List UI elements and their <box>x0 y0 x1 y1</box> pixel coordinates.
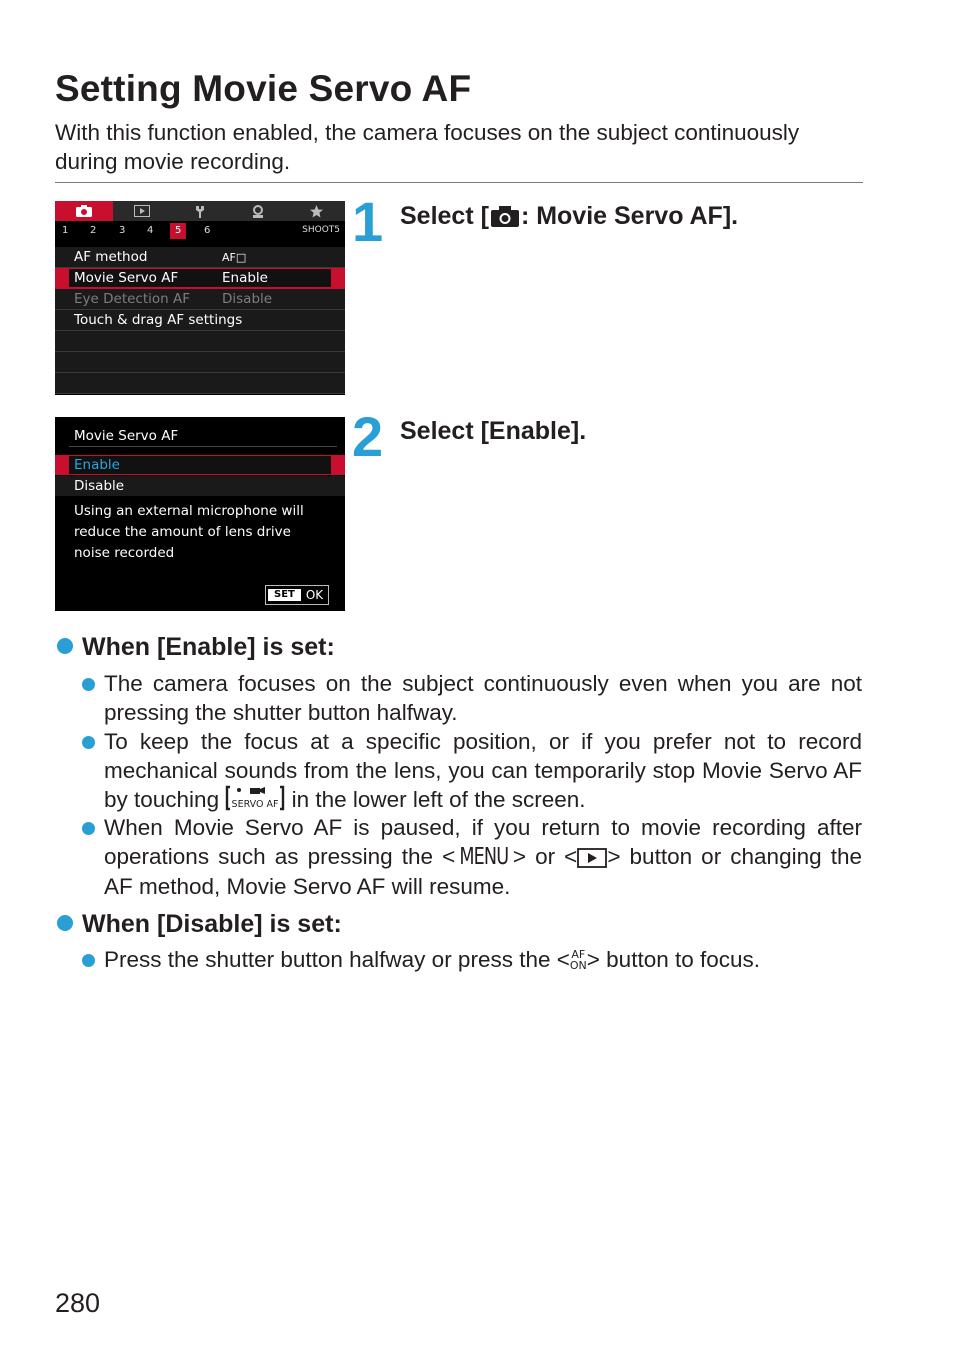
disable-bullet-1: Press the shutter button halfway or press the < AF ON> button to focus. <box>104 945 862 974</box>
mode-label: SHOOT5 <box>302 225 340 235</box>
set-key: SET <box>268 589 301 601</box>
step-1-prefix: Select [ <box>400 202 489 230</box>
enable-heading-text: When [Enable] is set: <box>82 633 335 661</box>
subtab-2[interactable]: 2 <box>90 225 97 236</box>
menu-row-empty <box>55 331 345 352</box>
tab-custom[interactable] <box>229 201 287 221</box>
divider <box>69 446 337 447</box>
subtab-4[interactable]: 4 <box>147 225 154 236</box>
option-label: Disable <box>74 478 125 494</box>
step-number-1: 1 <box>352 190 381 253</box>
bullet-icon <box>82 736 95 749</box>
screen-title: Movie Servo AF <box>74 428 179 444</box>
enable-bullet-1: The camera focuses on the subject continuously even when you are not pressing the shutter button halfway. <box>104 669 862 727</box>
wrench-icon <box>194 205 206 218</box>
menu-row-touch-drag[interactable] <box>55 310 345 331</box>
movie-servo-af-touch-icon <box>225 785 285 811</box>
subtab-3[interactable]: 3 <box>119 225 126 236</box>
step-number-2: 2 <box>352 405 381 468</box>
settings-person-icon <box>251 205 265 218</box>
menu-row-value: Disable <box>222 291 273 307</box>
menu-button-icon: MENU <box>459 844 509 870</box>
menu-row-value: AF□ <box>222 251 247 264</box>
menu-row-value: Enable <box>222 270 268 286</box>
subtab-1[interactable]: 1 <box>62 225 69 236</box>
menu-row-label: AF method <box>74 249 148 265</box>
disable-section-heading <box>57 910 342 939</box>
option-enable[interactable] <box>55 455 345 475</box>
menu-row-label: Eye Detection AF <box>74 291 190 307</box>
option-label: Enable <box>74 457 120 473</box>
bullet-icon <box>57 638 73 654</box>
screen-note: Using an external microphone will reduce the amount of lens drive noise recorded <box>74 503 304 561</box>
intro-text: With this function enabled, the camera focuses on the subject continuously during movie recording. <box>55 120 800 174</box>
subtab-5[interactable]: 5 <box>170 223 186 239</box>
star-icon <box>310 205 323 218</box>
play-icon <box>134 205 150 217</box>
menu-subtabs <box>55 221 345 241</box>
tab-setup[interactable] <box>171 201 229 221</box>
set-ok-button[interactable] <box>265 585 329 605</box>
menu-row-movie-servo-af[interactable] <box>55 268 345 289</box>
step-1-instruction <box>400 202 738 231</box>
af-on-button-icon: AF ON <box>569 948 587 972</box>
camera-menu-screen <box>55 201 345 395</box>
menu-row-label: Movie Servo AF <box>74 270 179 286</box>
movie-servo-af-screen <box>55 417 345 611</box>
step-1-suffix: : Movie Servo AF]. <box>520 202 739 230</box>
divider <box>55 182 863 183</box>
menu-row-eye-detection[interactable] <box>55 289 345 310</box>
bullet-icon <box>82 678 95 691</box>
step-2-instruction: Select [Enable]. <box>400 417 587 445</box>
subtab-6[interactable]: 6 <box>204 225 211 236</box>
servo-af-label: SERVO AF <box>231 799 279 810</box>
tab-my-menu[interactable] <box>287 201 345 221</box>
ok-label: OK <box>305 588 324 602</box>
menu-row-empty <box>55 373 345 394</box>
playback-button-icon <box>577 848 607 868</box>
page-number: 280 <box>55 1288 101 1318</box>
enable-bullet-3: When Movie Servo AF is paused, if you return to movie recording after operations such as pressing the < MENU > or < > button or changing the AF method, Movie Servo AF will resume. <box>104 813 862 901</box>
menu-row-af-method[interactable] <box>55 247 345 268</box>
bullet-icon <box>82 822 95 835</box>
tab-shooting[interactable] <box>55 201 113 221</box>
option-disable[interactable] <box>55 476 345 496</box>
enable-section-heading <box>57 633 335 662</box>
bullet-icon <box>57 915 73 931</box>
camera-icon <box>491 206 519 227</box>
bullet-icon <box>82 954 95 967</box>
tab-playback[interactable] <box>113 201 171 221</box>
enable-bullet-2: To keep the focus at a specific position, or if you prefer not to record mechanical sounds from the lens, you can temporarily stop Movie Servo AF by touching SERVO AF in the lower left of the screen. <box>104 727 862 814</box>
menu-row-label: Touch & drag AF settings <box>74 312 243 328</box>
menu-tabs <box>55 201 345 221</box>
menu-row-empty <box>55 352 345 373</box>
camera-icon <box>76 205 92 217</box>
disable-heading-text: When [Disable] is set: <box>82 910 342 938</box>
page-title: Setting Movie Servo AF <box>55 68 472 109</box>
